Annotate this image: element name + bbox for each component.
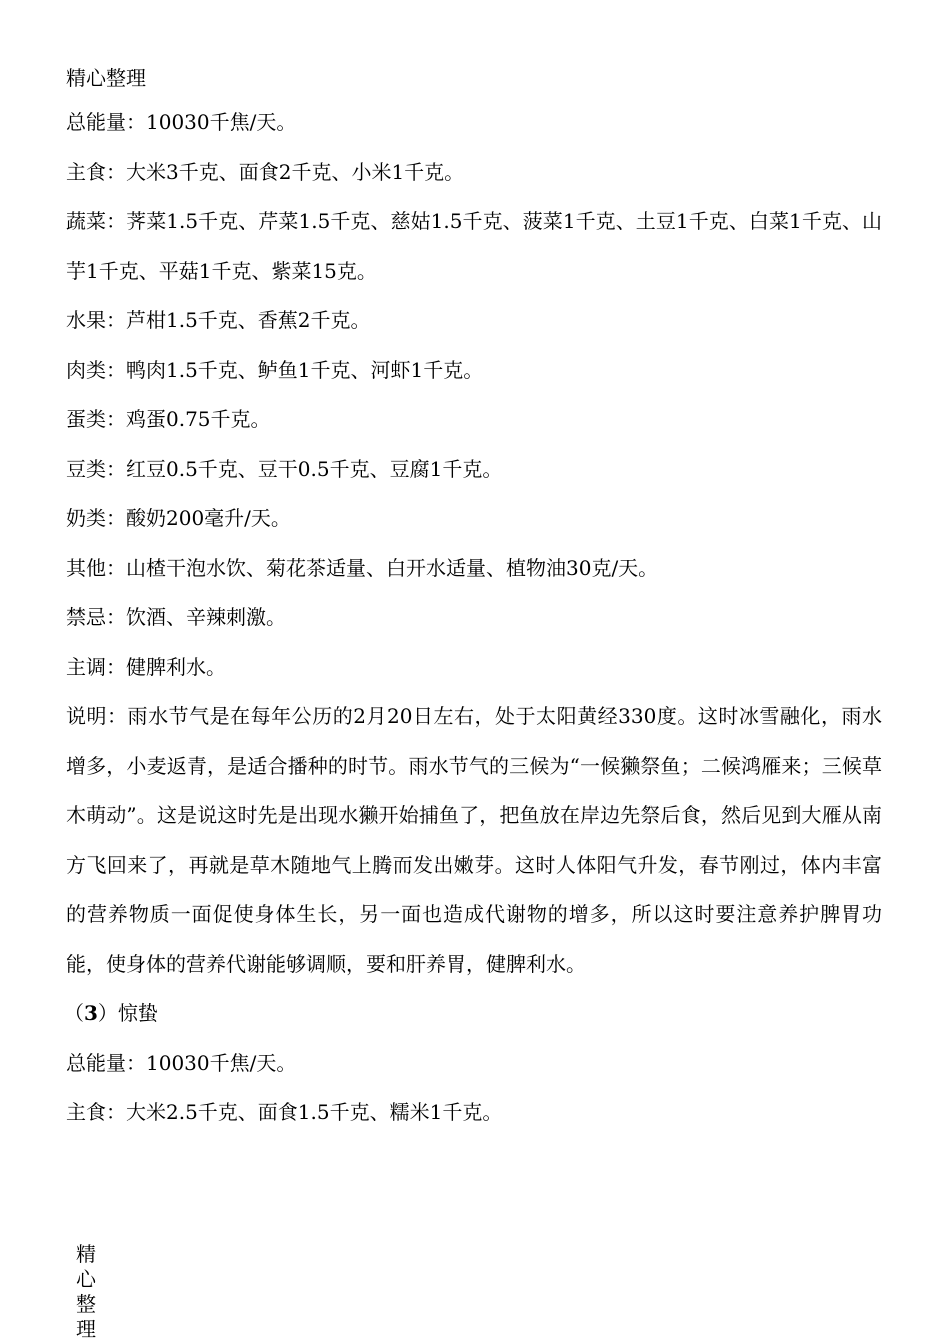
section-total-energy-line: 总能量：10030千焦/天。 [66,1050,297,1075]
section-staple-food-line: 主食：大米2.5千克、面食1.5千克、糯米1千克。 [66,1100,503,1124]
section-close-paren: ） [97,1001,118,1025]
section-number: 3 [84,1001,98,1025]
staple-food-line: 主食：大米3千克、面食2千克、小米1千克。 [66,159,465,184]
meat-line: 肉类：鸭肉1.5千克、鲈鱼1千克、河虾1千克。 [66,357,484,382]
explanation-paragraph: 说明：雨水节气是在每年公历的2月20日左右，处于太阳黄经330度。这时冰雪融化，雨水增多，小麦返青，是适合播种的时节。雨水节气的三候为“一候獭祭鱼；二候鸿雁来；三候草木萌动”。这是说这时先是出现水獭开始捕鱼了，把鱼放在岸边先祭后食，然后见到大雁从南方飞回来了，再就是草木随地气上腾而发出嫩芽。这时人体阳气升发，春节刚过，体内丰富的营养物质一面促使身体生长，另一面也造成代谢物的增多，所以这时要注意养护脾胃功能，使身体的营养代谢能够调顺，要和肝养胃，健脾利水。 [66,704,882,976]
other-line: 其他：山楂干泡水饮、菊花茶适量、白开水适量、植物油30克/天。 [66,555,659,580]
beans-line: 豆类：红豆0.5千克、豆干0.5千克、豆腐1千克。 [66,456,503,481]
page-footer: 精心整理 [76,1242,96,1341]
taboo-line: 禁忌：饮酒、辛辣刺激。 [66,605,286,629]
page-header: 精心整理 [66,66,146,90]
section-heading [64,989,882,1039]
section-title: 惊蛰 [117,1001,158,1025]
vegetables-line: 蔬菜：荠菜1.5千克、芹菜1.5千克、慈姑1.5千克、菠菜1千克、土豆1千克、白菜1千克、山芋1千克、平菇1千克、紫菜15克。 [66,209,882,283]
main-adjustment-line: 主调：健脾利水。 [66,654,226,679]
eggs-line: 蛋类：鸡蛋0.75千克。 [66,407,271,431]
fruit-line: 水果：芦柑1.5千克、香蕉2千克。 [66,308,371,332]
section-open-paren: （ [64,1001,84,1025]
total-energy-line: 总能量：10030千焦/天。 [66,110,297,134]
document-body [66,98,882,1138]
dairy-line: 奶类：酸奶200毫升/天。 [66,506,291,530]
